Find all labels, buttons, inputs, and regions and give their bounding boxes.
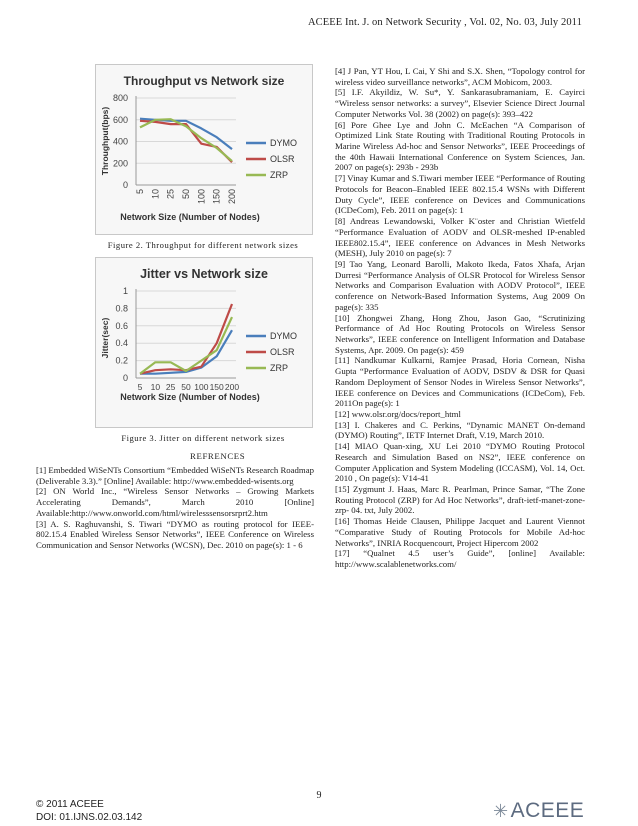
page-number: 9 bbox=[316, 790, 322, 801]
series-line-zrp bbox=[140, 119, 232, 161]
reference-item: [3] A. S. Raghuvanshi, S. Tiwari “DYMO as routing protocol for IEEE-802.15.4 Enabled Wireless Sensor Networks”, IEEE Conference on Wireless Communication and Sensor Networks (WCSN), Dec. 2010 on page(s): 1 - 6 bbox=[36, 518, 314, 551]
legend-label: ZRP bbox=[270, 363, 288, 373]
references-heading: REFRENCES bbox=[190, 451, 246, 461]
reference-item: [5] I.F. Akyildiz, W. Su*, Y. Sankarasubramaniam, E. Cayirci “Wireless sensor networks: a survey”, Elsevier Science Direct Journal Computer Networks Vol. 38 (2002) on page(s): 393–422 bbox=[335, 87, 585, 119]
x-tick-label: 150 bbox=[211, 189, 222, 205]
x-tick-label: 25 bbox=[165, 382, 176, 392]
reference-item: [7] Vinay Kumar and S.Tiwari member IEEE “Performance of Routing Protocols for Beacon–Enabled IEEE 802.15.4 WSNs with Different Duty Cycle”, IEEE conference on Devices and Communications (ICDeCom), Feb. 2011 on page(s): 1 bbox=[335, 173, 585, 216]
reference-item: [15] Zygmunt J. Haas, Marc R. Pearlman, Prince Samar, “The Zone Routing Protocol (ZRP) for Ad Hoc Networks”, draft-ietf-manet-zone-zrp- 04. txt, July 2002. bbox=[335, 484, 585, 516]
reference-item: [1] Embedded WiSeNTs Consortium “Embedded WiSeNTs Research Roadmap (Deliverable 3.3).” [Online] Available: http://www.embedded-wisents.org bbox=[36, 465, 314, 486]
y-tick-label: 0.4 bbox=[115, 338, 128, 349]
x-tick-label: 5 bbox=[137, 382, 143, 392]
reference-item: [16] Thomas Heide Clausen, Philippe Jacquet and Laurent Viennot “Comparative Study of Routing Protocols for Mobile Ad-hoc Networks”, INRIA Rocquencourt, Project Hipercom 2002 bbox=[335, 516, 585, 548]
legend-label: DYMO bbox=[270, 331, 297, 341]
reference-item: [10] Zhongwei Zhang, Hong Zhou, Jason Gao, “Scrutinizing Performance of Ad Hoc Routing Protocols on Wireless Sensor Networks”, IEEE conference on Intelligent Information and Database Systems, Apr. 2009. On page(s): 459 bbox=[335, 312, 585, 355]
reference-item: [17] “Qualnet 4.5 user’s Guide”, [online] Available: http://www.scalablenetworks.com/ bbox=[335, 548, 585, 570]
reference-item: [13] I. Chakeres and C. Perkins, “Dynamic MANET On-demand (DYMO) Routing”, IETF Internet Draft, V.19, March 2010. bbox=[335, 419, 585, 441]
chart-title: Jitter vs Network size bbox=[140, 267, 268, 281]
y-tick-label: 600 bbox=[112, 114, 128, 125]
throughput-chart bbox=[95, 64, 313, 235]
x-axis-label: Network Size (Number of Nodes) bbox=[120, 212, 260, 222]
reference-item: [2] ON World Inc., “Wireless Sensor Networks – Growing Markets Accelerating Demands”, March 2010 [Online] Available:http://www.onworld.com/html/wirelesssensorsrprt2.htm bbox=[36, 486, 314, 518]
x-tick-label: 25 bbox=[165, 189, 176, 200]
y-tick-label: 800 bbox=[112, 93, 128, 103]
x-tick-label: 150 bbox=[209, 382, 224, 392]
y-tick-label: 0 bbox=[122, 373, 128, 383]
x-tick-label: 200 bbox=[227, 189, 237, 205]
y-tick-label: 1 bbox=[122, 286, 128, 296]
jitter-chart-svg bbox=[96, 258, 312, 427]
figure-2-caption: Figure 2. Throughput for different network sizes bbox=[107, 240, 299, 250]
x-axis-label: Network Size (Number of Nodes) bbox=[120, 392, 260, 402]
x-tick-label: 200 bbox=[224, 382, 240, 392]
y-axis-label: Throughput(bps) bbox=[100, 106, 110, 176]
aceee-logo bbox=[493, 799, 584, 823]
x-tick-label: 100 bbox=[194, 382, 209, 392]
x-tick-label: 10 bbox=[150, 189, 161, 200]
y-tick-label: 400 bbox=[112, 136, 128, 147]
reference-item: [4] J Pan, YT Hou, L Cai, Y Shi and S.X. Shen, “Topology control for wireless video surveillance networks”, ACM Mobicom, 2003. bbox=[335, 66, 585, 87]
legend-label: DYMO bbox=[270, 138, 297, 148]
star-icon: ✳ bbox=[493, 801, 509, 821]
legend-label: OLSR bbox=[270, 347, 295, 357]
legend-label: ZRP bbox=[270, 170, 288, 180]
y-tick-label: 0.2 bbox=[115, 355, 128, 366]
reference-item: [6] Pore Ghee Lye and John C. McEachen “A Comparison of Optimized Link State Routing with Traditional Routing Protocols in Marine Wireless Ad-hoc and Sensor Networks”, IEEE Proceedings of the 40th Hawaii International Conference on System Sciences, Jan. 2007 on page(s): 293b - 293b bbox=[335, 119, 585, 173]
y-tick-label: 0 bbox=[122, 180, 128, 190]
footer-doi: DOI: 01.IJNS.02.03.142 bbox=[36, 812, 143, 823]
y-axis-label: Jitter(sec) bbox=[100, 317, 110, 359]
throughput-chart-svg bbox=[96, 65, 312, 234]
x-tick-label: 50 bbox=[181, 382, 191, 392]
reference-item: [8] Andreas Lewandowski, Volker K¨oster and Christian Wietfeld “Performance Evaluation of AODV and OLSR-meshed IP-enabled IEEE802.15.4”, IEEE conference on Advances in Mesh Networks (MESH), July 2010 on page(s): 7 bbox=[335, 216, 585, 259]
reference-item: [12] www.olsr.org/docs/report_html bbox=[335, 409, 461, 419]
jitter-chart bbox=[95, 257, 313, 428]
y-tick-label: 0.6 bbox=[115, 320, 128, 331]
reference-item: [11] Nandkumar Kulkarni, Ramjee Prasad, Horia Cornean, Nisha Gupta “Performance Evaluation of AODV, DSDV & DSR for Quasi Random Deployment of Sensor Nodes in Wireless Sensor Networks”, IEEE conference on Devices and Communications (ICDeCom), Feb. 2011On page(s): 1 bbox=[335, 355, 585, 409]
y-tick-label: 0.8 bbox=[115, 303, 128, 314]
reference-item: [9] Tao Yang, Leonard Barolli, Makoto Ikeda, Fatos Xhafa, Arjan Durresi “Performance Analysis of OLSR Protocol for Wireless Sensor Networks and Comparison Evaluation with AODV Protocol”, IEEE conference on Network-Based Information Systems, Aug 2009 On page(s): 335 bbox=[335, 258, 585, 312]
logo-text: ACEEE bbox=[510, 799, 585, 822]
footer-copyright: © 2011 ACEEE bbox=[36, 799, 104, 810]
running-header: ACEEE Int. J. on Network Security , Vol. 02, No. 03, July 2011 bbox=[307, 17, 582, 28]
x-tick-label: 50 bbox=[181, 189, 191, 200]
references-right-column bbox=[335, 66, 585, 570]
x-tick-label: 5 bbox=[135, 189, 145, 195]
reference-item: [14] MIAO Quan-xing, XU Lei 2010 “DYMO Routing Protocol Research and Simulation Based on NS2”, IEEE conference on Computer Application and System Modeling (ICCASM), Vol. 14, Oct. 2010 , On page(s): V14-41 bbox=[335, 441, 585, 484]
legend-label: OLSR bbox=[270, 154, 295, 164]
x-tick-label: 100 bbox=[196, 189, 207, 205]
references-left-column bbox=[36, 465, 314, 551]
chart-title: Throughput vs Network size bbox=[123, 74, 285, 88]
figure-3-caption: Figure 3. Jitter on different network sizes bbox=[121, 433, 285, 443]
y-tick-label: 200 bbox=[112, 158, 128, 169]
x-tick-label: 10 bbox=[150, 382, 161, 392]
